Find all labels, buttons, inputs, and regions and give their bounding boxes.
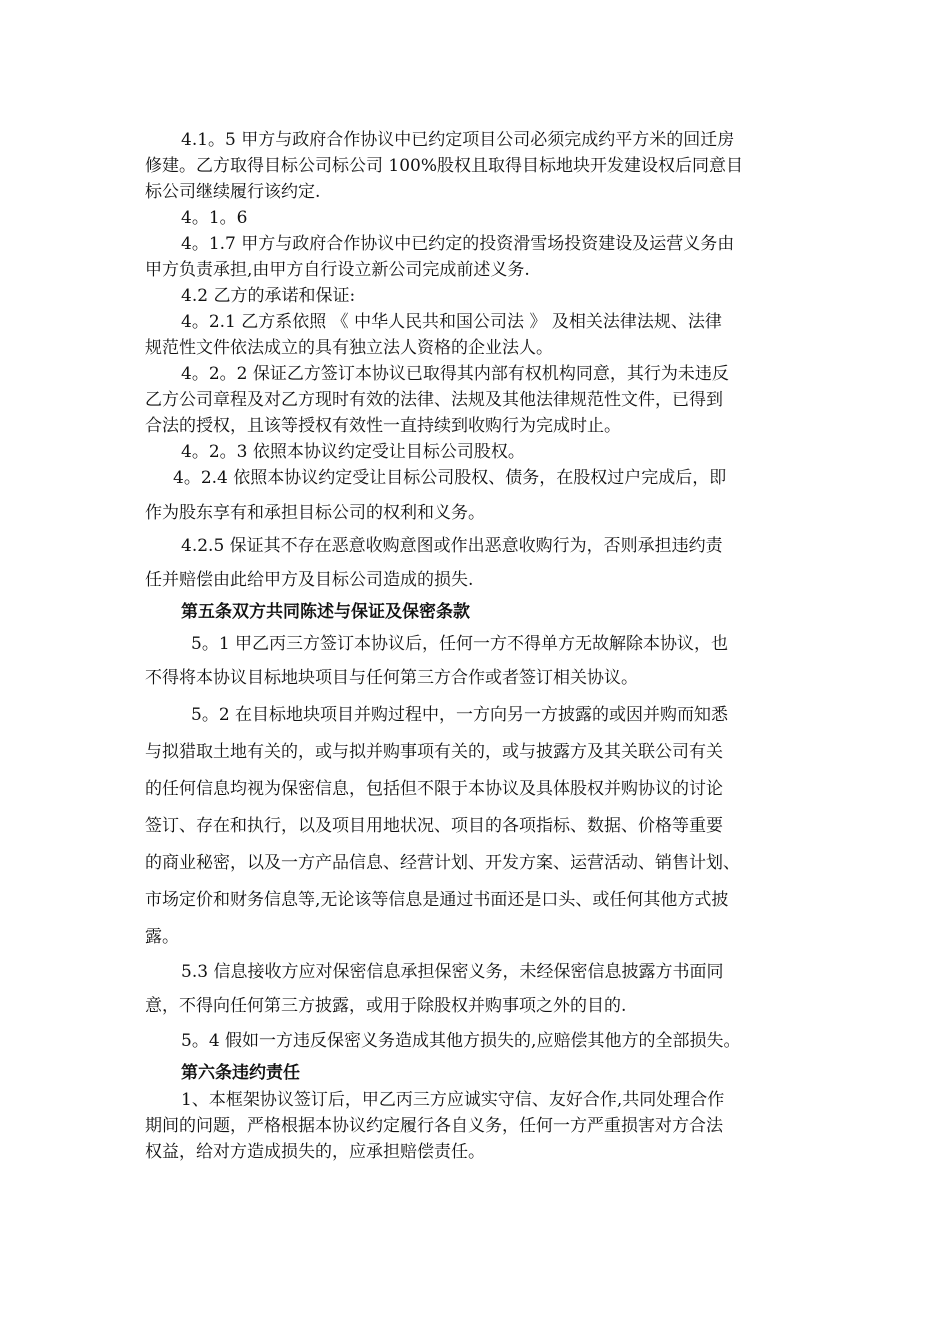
text-line: 的任何信息均视为保密信息，包括但不限于本协议及具体股权并购协议的讨论 bbox=[145, 779, 723, 799]
text-line: 签订、存在和执行，以及项目用地状况、项目的各项指标、数据、价格等重要 bbox=[145, 816, 723, 836]
section-heading: 第五条双方共同陈述与保证及保密条款 bbox=[181, 602, 470, 622]
text-line: 5。2 在目标地块项目并购过程中，一方向另一方披露的或因并购而知悉 bbox=[191, 705, 729, 725]
text-line: 标公司继续履行该约定. bbox=[145, 182, 321, 202]
text-line: 甲方负责承担,由甲方自行设立新公司完成前述义务. bbox=[145, 260, 530, 280]
text-line: 不得将本协议目标地块项目与任何第三方合作或者签订相关协议。 bbox=[145, 668, 638, 688]
text-line: 任并赔偿由此给甲方及目标公司造成的损失. bbox=[145, 570, 474, 590]
text-line: 4.2.5 保证其不存在恶意收购意图或作出恶意收购行为，否则承担违约责 bbox=[181, 536, 723, 556]
text-line: 与拟猎取土地有关的，或与拟并购事项有关的，或与披露方及其关联公司有关 bbox=[145, 742, 723, 762]
text-line: 规范性文件依法成立的具有独立法人资格的企业法人。 bbox=[145, 338, 553, 358]
section-heading: 第六条违约责任 bbox=[181, 1063, 300, 1083]
text-line: 露。 bbox=[145, 927, 179, 947]
text-line: 修建。乙方取得目标公司标公司 100%股权且取得目标地块开发建设权后同意目 bbox=[145, 156, 744, 176]
text-line: 5。1 甲乙丙三方签订本协议后，任何一方不得单方无故解除本协议，也 bbox=[191, 634, 729, 654]
text-line: 市场定价和财务信息等,无论该等信息是通过书面还是口头、或任何其他方式披 bbox=[145, 890, 729, 910]
text-line: 4。2.1 乙方系依照 《 中华人民共和国公司法 》 及相关法律法规、法律 bbox=[181, 312, 722, 332]
text-line: 意，不得向任何第三方披露，或用于除股权并购事项之外的目的. bbox=[145, 996, 627, 1016]
text-line: 5.3 信息接收方应对保密信息承担保密义务，未经保密信息披露方书面同 bbox=[181, 962, 724, 982]
text-line: 5。4 假如一方违反保密义务造成其他方损失的,应赔偿其他方的全部损失。 bbox=[181, 1031, 741, 1051]
text-line: 1、本框架协议签订后，甲乙丙三方应诚实守信、友好合作,共同处理合作 bbox=[181, 1090, 725, 1110]
text-line: 期间的问题，严格根据本协议约定履行各自义务，任何一方严重损害对方合法 bbox=[145, 1116, 723, 1136]
text-line: 4。1.7 甲方与政府合作协议中已约定的投资滑雪场投资建设及运营义务由 bbox=[181, 234, 735, 254]
text-line: 的商业秘密，以及一方产品信息、经营计划、开发方案、运营活动、销售计划、 bbox=[145, 853, 740, 873]
text-line: 4。2。3 依照本协议约定受让目标公司股权。 bbox=[181, 442, 525, 462]
text-line: 4。2.4 依照本协议约定受让目标公司股权、债务，在股权过户完成后，即 bbox=[173, 468, 727, 488]
text-line: 4.2 乙方的承诺和保证: bbox=[181, 286, 356, 306]
text-line: 作为股东享有和承担目标公司的权利和义务。 bbox=[145, 503, 485, 523]
text-line: 乙方公司章程及对乙方现时有效的法律、法规及其他法律规范性文件，已得到 bbox=[145, 390, 723, 410]
text-line: 4。2。2 保证乙方签订本协议已取得其内部有权机构同意，其行为未违反 bbox=[181, 364, 729, 384]
text-line: 权益，给对方造成损失的，应承担赔偿责任。 bbox=[145, 1142, 485, 1162]
text-line: 4。1。6 bbox=[181, 208, 248, 228]
text-line: 合法的授权，且该等授权有效性一直持续到收购行为完成时止。 bbox=[145, 416, 621, 436]
text-line: 4.1。5 甲方与政府合作协议中已约定项目公司必须完成约平方米的回迁房 bbox=[181, 130, 735, 150]
